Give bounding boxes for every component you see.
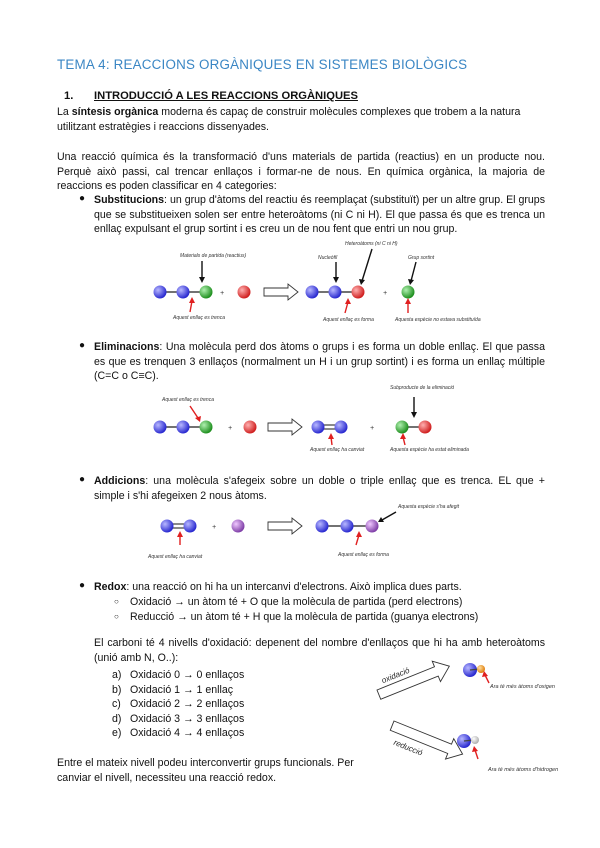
bullet-dot: ● [79, 340, 86, 351]
text-redox: : una reacció on hi ha un intercanvi d'electrons. Això implica dues parts. [126, 581, 462, 593]
sub-bullet-circle: ○ [114, 612, 119, 621]
reaction-paragraph: Una reacció química és la transformació d'uns materials de partida (reactius) en un producte nou. Perquè això passi, cal trencar enllaços i formar-ne de nous. En química orgànica, la majoria de reaccions es poden classificar en 4 categories: [57, 151, 545, 193]
label-add-changed: Aquest enllaç ha canviat [148, 554, 203, 560]
oxidation-level-item [112, 683, 244, 698]
bullet-dot: ● [79, 193, 86, 204]
redox-oxidation-item: Oxidació → un àtom té + O que la molècula de partida (perd electrons) [130, 596, 463, 608]
level-letter: e) [112, 727, 122, 740]
reaction-arrow [268, 518, 302, 534]
arrow-pointer [362, 249, 372, 281]
label-add-species: Aquesta espècie s'ha afegit [398, 504, 459, 510]
intro-bold-term: síntesis orgànica [71, 106, 159, 118]
level-letter: c) [112, 698, 121, 711]
reduction-label: reducció [392, 737, 424, 758]
carbon-atom [184, 520, 197, 533]
oxidation-level-list [112, 668, 244, 741]
arrow-head [408, 279, 414, 285]
red-arrow-head [345, 298, 351, 304]
red-arrow-head [472, 746, 478, 752]
carbon-atom [329, 286, 342, 299]
arrow-pointer [411, 262, 416, 281]
red-arrow-head [405, 298, 411, 304]
oxidation-label: oxidació [380, 665, 411, 686]
level-text: Oxidació 1 → 1 enllaç [130, 683, 234, 696]
label-ox-note: Ara té més àtoms d'oxigen [490, 684, 555, 690]
intro-paragraph [57, 105, 545, 134]
label-sub-heteroatoms: Heteroàtoms (ni C ni H) [345, 241, 398, 247]
red-arrow [190, 406, 198, 418]
bullet-dot: ● [79, 474, 86, 485]
added-atom [232, 520, 245, 533]
level-letter: b) [112, 683, 122, 696]
carbon-atom [177, 421, 190, 434]
label-sub-formed: Aquest enllaç es forma [323, 317, 374, 323]
hydrogen-atom [471, 736, 479, 744]
oxidation-arrow [373, 651, 454, 705]
term-redox: Redox [94, 581, 127, 593]
arrow-head [333, 277, 339, 283]
plus-sign: + [228, 425, 233, 432]
plus-sign: + [220, 290, 225, 297]
term-substitucions: Substitucions [94, 194, 165, 206]
text-substitucions: : un grup d'àtoms del reactiu és reemplaçat (substituït) per un altre grup. El grups que se substitueixen solen ser entre heteroàtoms (ni C ni H). El que passa és que es trenca un enllaç expulsant el grup sortint i es creu un de nou fent que entri un nou grup. [94, 194, 545, 236]
label-sub-broken: Aquest enllaç es trenca [173, 315, 225, 321]
text-eliminacions: : Una molècula perd dos àtoms o grups i es forma un doble enllaç. El que passa es que es trenquen 3 enllaços (normalment un H i un grup sortint) i es forma un enllaç múltiple (C=C o C≡C). [94, 341, 545, 383]
text-addicions: : una molècula s'afegeix sobre un doble o triple enllaç que es trenca. EL que + simple i s'hi afegeixen 2 nous àtoms. [94, 475, 545, 502]
byproduct-atom [419, 421, 432, 434]
red-arrow-head [328, 433, 334, 439]
substitution-diagram [140, 237, 481, 335]
carbon-atom [154, 286, 167, 299]
bullet-dot: ● [79, 580, 86, 591]
leaving-group-atom [200, 286, 213, 299]
carbon-atom [306, 286, 319, 299]
leaving-group-atom [402, 286, 415, 299]
reagent-atom [244, 421, 257, 434]
carbon-atom [341, 520, 354, 533]
nucleophile-atom [352, 286, 365, 299]
carbon-atom [316, 520, 329, 533]
label-sub-expected: Aquesta espècie no estava substituïda [395, 317, 481, 323]
level-letter: d) [112, 712, 122, 725]
label-sub-nucleofil: Nucleòfil [318, 255, 338, 261]
reduction-arrow [385, 715, 467, 771]
carbon-atom [335, 421, 348, 434]
redox-diagram [372, 655, 572, 775]
final-paragraph: Entre el mateix nivell podeu interconvertir grups funcionals. Per canviar el nivell, necessiteu una reacció redox. [57, 757, 354, 784]
arrow-head [411, 412, 417, 418]
label-elim-species: Aquesta espècie ha estat eliminada [390, 447, 469, 453]
section-title: INTRODUCCIÓ A LES REACCIONS ORGÀNIQUES [94, 90, 358, 102]
term-addicions: Addicions [94, 475, 146, 487]
plus-sign: + [212, 524, 217, 531]
term-eliminacions: Eliminacions [94, 341, 160, 353]
reaction-arrow [268, 419, 302, 435]
byproduct-atom [396, 421, 409, 434]
plus-sign: + [370, 425, 375, 432]
intro-rest: moderna és capaç de construir molècules complexes que trobem a la natura utilitzant estratègies i reaccions dissenyades. [57, 106, 521, 133]
carbon-atom [161, 520, 174, 533]
oxidation-level-item [112, 712, 244, 727]
label-elim-broken: Aquest enllaç es trenca [162, 397, 214, 403]
sub-bullet-circle: ○ [114, 597, 119, 606]
red-arrow-head [177, 531, 183, 537]
red-arrow-head [356, 531, 362, 537]
plus-sign: + [383, 290, 388, 297]
section-heading [64, 90, 358, 102]
nucleophile-atom [238, 286, 251, 299]
reaction-arrow [264, 284, 298, 300]
level-text: Oxidació 2 → 2 enllaços [130, 698, 245, 711]
oxidation-level-item [112, 668, 244, 683]
arrow-pointer [382, 512, 396, 520]
oxidation-level-item [112, 726, 244, 741]
redox-reduction-item: Reducció → un àtom té + H que la molècula de partida (guanya electrons) [130, 611, 479, 623]
page-title: TEMA 4: REACCIONS ORGÀNIQUES EN SISTEMES BIOLÒGICS [57, 57, 468, 72]
label-add-formed: Aquest enllaç es forma [338, 552, 389, 558]
red-arrow-head [400, 433, 406, 439]
label-red-note: Ara té més àtoms d'hidrogen [488, 767, 559, 773]
level-text: Oxidació 3 → 3 enllaços [130, 712, 245, 725]
arrow-head [199, 277, 205, 283]
label-sub-sortint: Grup sortint [408, 255, 435, 261]
bullet-redox [94, 580, 545, 595]
label-elim-formed: Aquest enllaç ha canviat [310, 447, 365, 453]
carbon-atom [312, 421, 325, 434]
carbon-atom [177, 286, 190, 299]
carbon-paragraph: El carboni té 4 nivells d'oxidació: depenent del nombre d'enllaços que hi ha amb heteroàtoms (unió amb N, O..): [94, 637, 545, 664]
label-sub-material: Materials de partida (reactius) [180, 253, 247, 259]
intro-pre: La [57, 106, 72, 118]
section-number: 1. [64, 90, 74, 102]
bullet-addicions [94, 474, 545, 503]
oxidation-level-item [112, 697, 244, 712]
elimination-diagram [150, 383, 469, 468]
bullet-eliminacions [94, 340, 545, 384]
level-text: Oxidació 4 → 4 enllaços [130, 727, 245, 740]
level-letter: a) [112, 669, 122, 681]
arrow-head [359, 279, 365, 285]
added-atom [366, 520, 379, 533]
bullet-substitucions [94, 193, 545, 237]
carbon-atom [154, 421, 167, 434]
leaving-group-atom [200, 421, 213, 434]
addition-diagram [140, 500, 459, 568]
level-text: Oxidació 0 → 0 enllaços [130, 669, 245, 681]
red-arrow-head [189, 297, 195, 303]
label-elim-sub: Subproducte de la eliminació [390, 385, 455, 391]
